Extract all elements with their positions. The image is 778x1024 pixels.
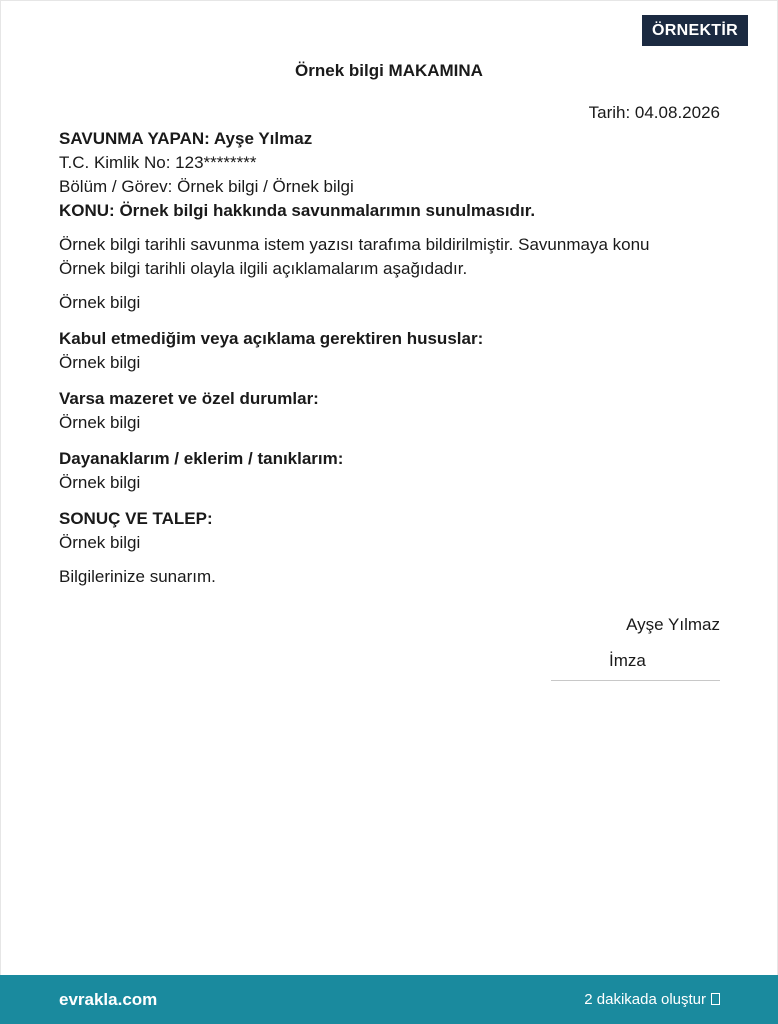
- create-cta-link[interactable]: [584, 991, 720, 1008]
- department-line: Bölüm / Görev: Örnek bilgi / Örnek bilgi: [59, 177, 354, 196]
- section-text: Örnek bilgi: [59, 413, 141, 432]
- document-title: Örnek bilgi MAKAMINA: [295, 61, 483, 80]
- section-text: Örnek bilgi: [59, 533, 141, 552]
- id-number-line: T.C. Kimlik No: 123********: [59, 153, 257, 172]
- section-heading: Kabul etmediğim veya açıklama gerektiren hususlar:: [59, 329, 484, 348]
- section-text: Örnek bilgi: [59, 473, 141, 492]
- external-box-icon: [711, 993, 720, 1005]
- section-heading: Varsa mazeret ve özel durumlar:: [59, 389, 319, 408]
- document-body: [59, 127, 724, 589]
- defender-line: SAVUNMA YAPAN: Ayşe Yılmaz: [59, 129, 313, 148]
- subject-line: KONU: Örnek bilgi hakkında savunmalarımın sunulmasıdır.: [59, 201, 536, 220]
- signature-label: İmza: [609, 651, 646, 670]
- intro-line-2: Örnek bilgi tarihli olayla ilgili açıklamalarım aşağıdadır.: [59, 259, 468, 278]
- document-date: Tarih: 04.08.2026: [588, 103, 720, 122]
- create-cta-label: 2 dakikada oluştur: [584, 991, 706, 1008]
- sample-badge: ÖRNEKTİR: [642, 15, 748, 46]
- statement-text: Örnek bilgi: [59, 293, 141, 312]
- footer-bar: [0, 975, 778, 1024]
- brand-link[interactable]: evrakla.com: [59, 990, 158, 1009]
- signature-line: [551, 680, 720, 681]
- closing-text: Bilgilerinize sunarım.: [59, 567, 216, 586]
- section-text: Örnek bilgi: [59, 353, 141, 372]
- signer-name: Ayşe Yılmaz: [626, 615, 720, 634]
- section-heading: Dayanaklarım / eklerim / tanıklarım:: [59, 449, 344, 468]
- section-heading: SONUÇ VE TALEP:: [59, 509, 213, 528]
- intro-line-1: Örnek bilgi tarihli savunma istem yazısı tarafıma bildirilmiştir. Savunmaya konu: [59, 235, 650, 254]
